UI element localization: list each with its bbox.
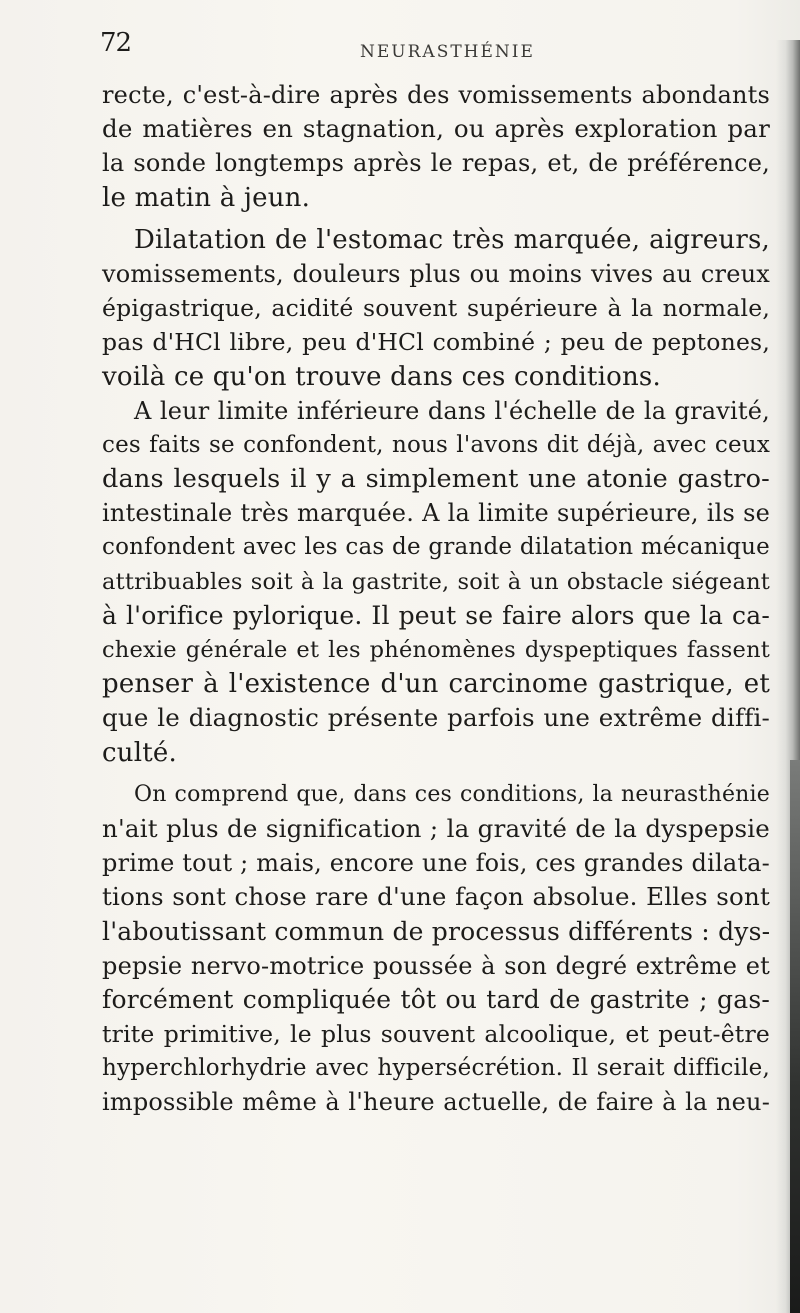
text-line: penser à l'existence d'un carcinome gastrique, et [102, 669, 770, 700]
body-text [102, 78, 770, 1120]
text-line: prime tout ; mais, encore une fois, ces grandes dilata- [102, 849, 770, 878]
text-line: Dilatation de l'estomac très marquée, aigreurs, [134, 224, 770, 255]
text-line: confondent avec les cas de grande dilatation mécanique [102, 534, 770, 561]
paragraph-gap [102, 215, 770, 223]
text-line: le matin à jeun. [102, 182, 311, 213]
text-line: à l'orifice pylorique. Il peut se faire alors que la ca- [102, 600, 770, 630]
text-line: ces faits se confondent, nous l'avons dit déjà, avec ceux [102, 431, 770, 458]
paragraph-gap [102, 770, 770, 778]
text-line: chexie générale et les phénomènes dyspeptiques fassent [102, 637, 770, 663]
text-line: dans lesquels il y a simplement une atonie gastro- [102, 464, 770, 495]
text-line: recte, c'est-à-dire après des vomissements abondants [102, 81, 770, 109]
text-line: impossible même à l'heure actuelle, de faire à la neu- [102, 1088, 770, 1117]
page-number: 72 [100, 28, 132, 58]
text-line: voilà ce qu'on trouve dans ces conditions. [102, 361, 661, 392]
text-line: vomissements, douleurs plus ou moins vives au creux [102, 259, 770, 288]
text-line: forcément compliquée tôt ou tard de gastrite ; gas- [102, 984, 770, 1014]
text-line: l'aboutissant commun de processus différents : dys- [102, 916, 771, 946]
book-binding-edge [790, 760, 800, 1313]
text-line: On comprend que, dans ces conditions, la neurasthénie [134, 781, 770, 807]
text-line: pepsie nervo-motrice poussée à son degré extrême et [102, 951, 770, 980]
text-line: trite primitive, le plus souvent alcoolique, et peut-être [102, 1020, 770, 1049]
text-line: épigastrique, acidité souvent supérieure à la normale, [102, 294, 770, 323]
text-line: n'ait plus de signification ; la gravité de la dyspepsie [102, 813, 770, 843]
text-line: hyperchlorhydrie avec hypersécrétion. Il serait difficile, [102, 1055, 770, 1082]
text-line: pas d'HCl libre, peu d'HCl combiné ; peu de peptones, [102, 328, 770, 357]
text-line: attribuables soit à la gastrite, soit à un obstacle siégeant [102, 568, 770, 595]
text-line: que le diagnostic présente parfois une extrême diffi- [102, 703, 770, 733]
text-line: culté. [102, 737, 177, 768]
running-title: NEURASTHÉNIE [360, 42, 535, 62]
text-line: tions sont chose rare d'une façon absolue. Elles sont [102, 882, 770, 912]
text-line: la sonde longtemps après le repas, et, de préférence, [102, 149, 770, 178]
text-line: A leur limite inférieure dans l'échelle de la gravité, [134, 396, 770, 425]
text-line: intestinale très marquée. A la limite supérieure, ils se [102, 499, 770, 528]
text-line: de matières en stagnation, ou après exploration par [102, 114, 770, 144]
